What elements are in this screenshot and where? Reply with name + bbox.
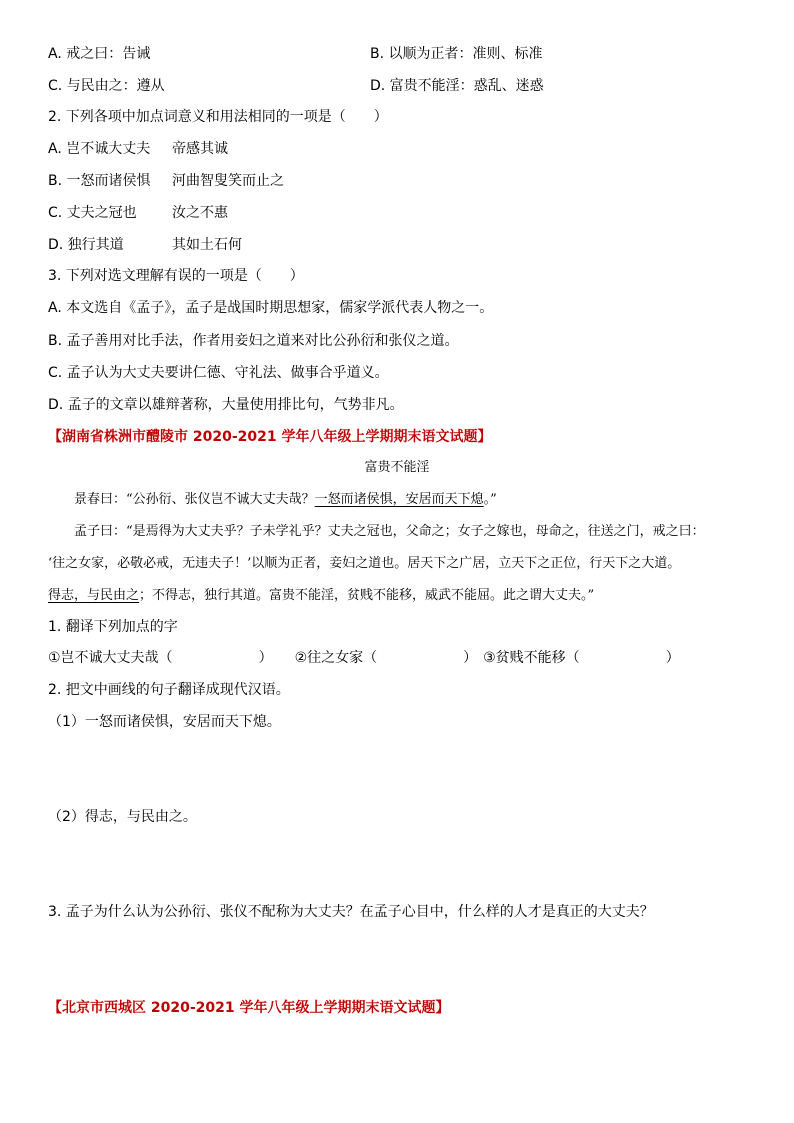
q2-option-c: C. 丈夫之冠也 xyxy=(48,205,137,221)
p1-pre: 景春曰：“公孙衍、张仪岂不诚大丈夫哉？ xyxy=(74,492,315,507)
q1-option-c: C. 与民由之：遵从 xyxy=(48,78,165,94)
q2-d-right: 其如土石何 xyxy=(172,237,242,253)
q1-option-d: D. 富贵不能淫：惑乱、迷惑 xyxy=(370,78,544,94)
question-2: 2. 把文中画线的句子翻译成现代汉语。 xyxy=(48,682,290,698)
q1-option-b: B. 以顺为正者：准则、标准 xyxy=(370,46,543,62)
q1-item-2: ②往之女家（ xyxy=(294,650,378,666)
q3-option-a: A. 本文选自《孟子》，孟子是战国时期思想家，儒家学派代表人物之一。 xyxy=(48,300,494,316)
p2-underlined: 得志，与民由之 xyxy=(48,588,140,603)
q1-item-2-close: ） xyxy=(463,650,478,666)
passage-title: 富贵不能淫 xyxy=(364,460,430,475)
question-3: 3. 孟子为什么认为公孙衍、张仪不配称为大丈夫？在孟子心目中，什么样的人才是真正的大丈夫？ xyxy=(48,904,654,920)
q2-option-a xyxy=(48,139,150,159)
passage-paragraph-2-line-2: ‘往之女家，必敬必戒，无违夫子！’以顺为正者，妾妇之道也。居天下之广居，立天下之正位，行天下之大道。 xyxy=(48,556,681,571)
q2-option-b: B. 一怒而诸侯惧 xyxy=(48,173,151,189)
passage-paragraph-1 xyxy=(74,490,497,510)
q2-a-right: 帝感其诚 xyxy=(172,141,228,157)
p1-underlined: 一怒而诸侯惧，安居而天下熄 xyxy=(314,492,484,507)
question-1-items xyxy=(48,648,680,668)
q2-a-left: A. 岂不诚大丈夫 xyxy=(48,141,151,157)
passage-paragraph-2-line-1: 孟子曰：“是焉得为大丈夫乎？子未学礼乎？丈夫之冠也，父命之；女子之嫁也，母命之，往送之门，戒之曰： xyxy=(74,524,705,539)
question-1: 1. 翻译下列加点的字 xyxy=(48,619,178,635)
q1-item-1-close: ） xyxy=(258,650,273,666)
q1-item-3-close: ） xyxy=(665,650,680,666)
q1-item-3: ③贫贱不能移（ xyxy=(483,650,580,666)
source-header-2: 【北京市西城区 2020-2021 学年八年级上学期期末语文试题】 xyxy=(48,1000,450,1016)
source-header-1: 【湖南省株洲市醴陵市 2020-2021 学年八年级上学期期末语文试题】 xyxy=(48,429,492,445)
q2-stem: 2. 下列各项中加点词意义和用法相同的一项是（ ） xyxy=(48,109,388,125)
passage-paragraph-2-line-3 xyxy=(48,586,594,606)
p2-post: ；不得志，独行其道。富贵不能淫，贫贱不能移，威武不能屈。此之谓大丈夫。” xyxy=(139,588,595,603)
q3-option-d: D. 孟子的文章以雄辩著称，大量使用排比句，气势非凡。 xyxy=(48,397,404,413)
q3-option-b: B. 孟子善用对比手法，作者用妾妇之道来对比公孙衍和张仪之道。 xyxy=(48,333,459,349)
q3-option-c: C. 孟子认为大丈夫要讲仁德、守礼法、做事合乎道义。 xyxy=(48,365,389,381)
q2-c-right: 汝之不惠 xyxy=(172,205,228,221)
q2-option-d: D. 独行其道 xyxy=(48,237,124,253)
p1-post: 。” xyxy=(483,492,497,507)
q2-b-right: 河曲智叟笑而止之 xyxy=(172,173,284,189)
q1-item-1: ①岂不诚大丈夫哉（ xyxy=(48,650,173,666)
q3-stem: 3. 下列对选文理解有误的一项是（ ） xyxy=(48,268,304,284)
question-2-part-2: （2）得志，与民由之。 xyxy=(48,809,197,825)
q1-option-a: A. 戒之曰：告诫 xyxy=(48,46,151,62)
question-2-part-1: （1）一怒而诸侯惧，安居而天下熄。 xyxy=(48,714,281,730)
